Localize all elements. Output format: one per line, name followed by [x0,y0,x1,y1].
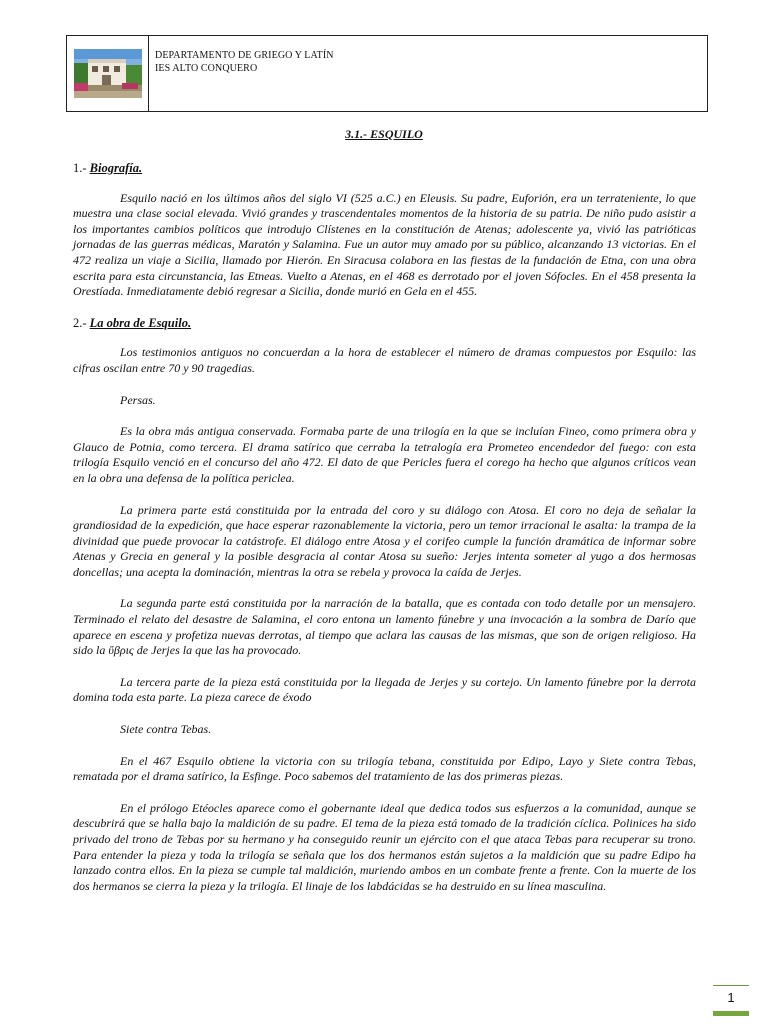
paragraph: En el prólogo Etéocles aparece como el gobernante ideal que dedica todos sus esfuerzos a la comunidad, aunque se descubrirá que se halla bajo la maldición de su padre. El tema de la pieza está tomado de la tradición cíclica. Polinices ha sido privado del trono de Tebas por su hermano y ha conseguido reunir un ejército con el que ataca Tebas para recuperar su trono. Para entender la pieza y toda la trilogía se señala que los dos hermanos están sujetos a la maldición que su padre Edipo ha lanzado contra ellos. En la pieza se cumple tal maldición, muriendo ambos en un combate frente a frente. Con la muerte de los dos hermanos se cierra la pieza y la trilogía. El linaje de los labdácidas se ha destruido en su línea masculina. [73,800,696,893]
school-building-image [74,49,142,98]
paragraph: La primera parte está constituida por la entrada del coro y su diálogo con Atosa. El coro no deja de señalar la grandiosidad de la expedición, que hace esperar razonablemente la victoria, pero un temor irracional le asalta: la trampa de la divinidad que puede provocar la catástrofe. El diálogo entre Atosa y el corifeo cumple la función dramática de informar sobre Atenas y Grecia en general y la posible desgracia al contar Atosa su sueño: Jerjes intenta someter al yugo a dos hermosas doncellas; una acepta la dominación, mientras la otra se rebela y provoca la caída de Jerjes. [73,502,696,579]
school-name: IES ALTO CONQUERO [155,63,258,74]
paragraph: Esquilo nació en los últimos años del siglo VI (525 a.C.) en Eleusis. Su padre, Euforión, era un terrateniente, lo que muestra una clase social elevada. Vivió grandes y trascendentales momentos de la historia de su patria. De niño pudo asistir a los importantes cambios políticos que introdujo Clístenes en la constitución de Atenas; adolescente ya, vivió las patrióticas jornadas de las guerras médicas, Maratón y Salamina. Fue un autor muy amado por su público, alcanzando 13 victorias. En el 472 realiza un viaje a Sicilia, llamado por Hierón. En Siracusa colabora en las fiestas de la fundación de Etna, con una obra escrita para esta circunstancia, las Etneas. Vuelto a Atenas, en el 468 es derrotado por el joven Sófocles. En el 458 presenta la Orestíada. Inmediatamente debió regresar a Sicilia, donde murió en Gela en el 455. [73,190,696,299]
paragraph: Los testimonios antiguos no concuerdan a la hora de establecer el número de dramas compuestos por Esquilo: las cifras oscilan entre 70 y 90 tragedias. [73,345,696,375]
section-title: Biografía. [89,161,143,175]
section-number: 1.- [73,161,87,175]
section-heading-biografia [73,161,696,177]
section-number: 2.- [73,315,87,330]
page-number: 1 [713,985,749,1012]
subheading-persas: Persas. [120,392,156,407]
department-name: DEPARTAMENTO DE GRIEGO Y LATÍN [155,50,334,61]
document-header [66,35,708,112]
section-title: La obra de Esquilo. [89,315,192,330]
paragraph: Es la obra más antigua conservada. Formaba parte de una trilogía en la que se incluían Fineo, como primera obra y Glauco de Potnia, como tercera. El drama satírico que cerraba la tetralogía era Prometeo encendedor del fuego: con esta trilogía Esquilo venció en el concurso del año 472. El dato de que Pericles fuera el corego ha hecho que algunos críticos vean en la obra una defensa de la política pericleа. [73,424,696,485]
paragraph: La tercera parte de la pieza está constituida por la llegada de Jerjes y su cortejo. Un lamento fúnebre por la derrota domina toda esta parte. La pieza carece de éxodo [73,674,696,705]
department-info [155,49,334,75]
subheading-siete-contra-tebas: Siete contra Tebas. [120,722,212,737]
logo-cell [67,36,149,111]
document-title: 3.1.- ESQUILO [345,127,423,141]
document-body [73,161,696,910]
paragraph: La segunda parte está constituida por la narración de la batalla, que es contada con todo detalle por un mensajero. Terminado el relato del desastre de Salamina, el coro entona un lamento fúnebre y una invocación a la sombra de Darío que aparece en escena y profetiza nuevas derrotas, al tiempo que aclara las causas de las mismas, que son de origen religioso. Ha sido la ὕβρις de Jerjes la que las ha provocado. [73,596,696,658]
paragraph: En el 467 Esquilo obtiene la victoria con su trilogía tebana, constituida por Edipo, Layo y Siete contra Tebas, rematada por el drama satírico, la Esfinge. Poco sabemos del tratamiento de las dos primeras piezas. [73,753,696,784]
page-number-accent-bar [713,1011,749,1016]
section-heading-obra [73,316,696,332]
